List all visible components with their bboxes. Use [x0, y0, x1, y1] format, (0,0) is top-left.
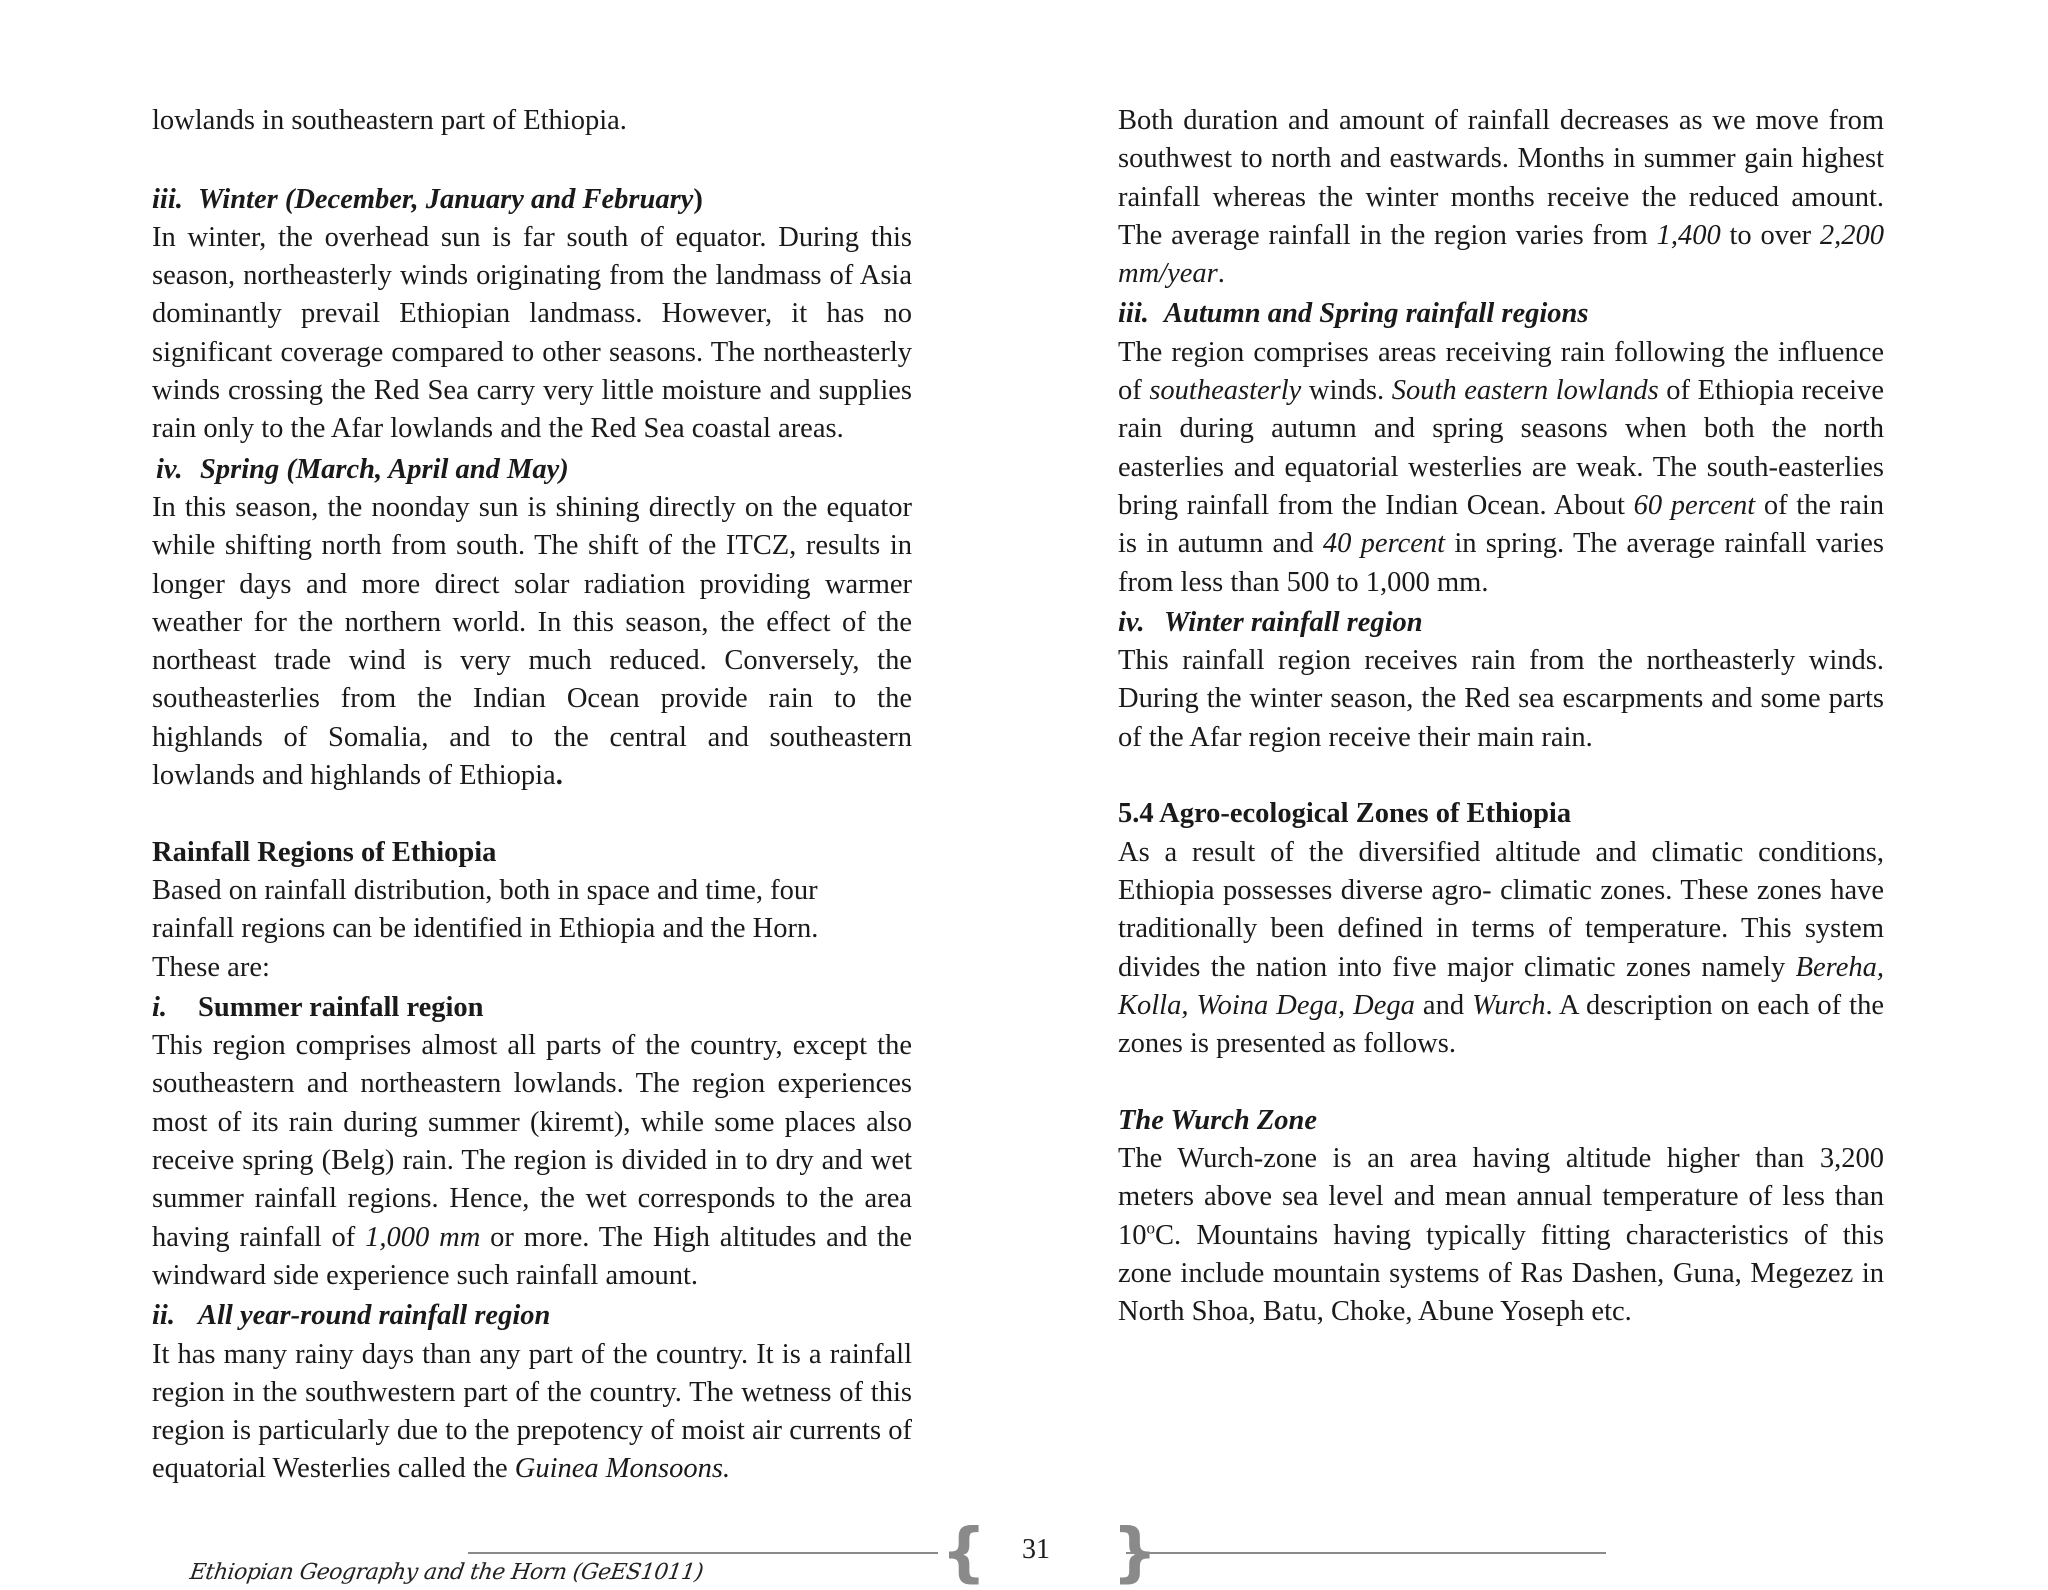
- spring-paragraph: [152, 489, 912, 795]
- left-column: [152, 102, 912, 1489]
- winter-title-close: ): [693, 183, 703, 215]
- wurch-degree-sup: o: [1146, 1218, 1156, 1238]
- footer-rule-left: [468, 1552, 938, 1554]
- yearround-subheading-number: ii.: [152, 1300, 175, 1332]
- footer-right-brace: }: [1112, 1516, 1158, 1590]
- wurch-text-b: C. Mountains having typically fitting characteristics of this zone include mountain systems of Ras Dashen, Guna, Megezez in North Shoa, Batu, Choke, Abune Yoseph etc.: [1118, 1219, 1884, 1328]
- yearround-text-em: Guinea Monsoons.: [514, 1453, 731, 1485]
- autumn-subheading-number: iii.: [1118, 298, 1149, 330]
- autumn-text-em3: 60 percent: [1633, 489, 1756, 521]
- rainfall-intro-line-1: Based on rainfall distribution, both in space and time, four: [152, 874, 818, 906]
- yearround-subheading-title: All year-round rainfall region: [198, 1300, 551, 1332]
- yearround-continuation-paragraph: [1118, 102, 1884, 293]
- autumn-text-c: of Ethiopia receive rain during autumn and spring seasons when both the north easterlies and equatorial westerlies are weak. The south-easterlies bring rainfall from the Indian Ocean. About: [1118, 375, 1885, 521]
- autumn-text-a: The region comprises areas receiving rain following the influence of: [1118, 336, 1884, 407]
- wurch-zone-paragraph: [1118, 1140, 1884, 1331]
- winter-region-subheading: [1118, 604, 1884, 642]
- summer-subheading: [152, 989, 912, 1027]
- autumn-text-em2: South eastern lowlands: [1391, 375, 1659, 407]
- agro-text-b: and: [1414, 989, 1473, 1021]
- winter-paragraph: In winter, the overhead sun is far south of equator. During this season, northeasterly winds originating from the landmass of Asia dominantly prevail Ethiopian landmass. However, it has no significant coverage compared to other seasons. The northeasterly winds crossing the Red Sea carry very little moisture and supplies rain only to the Afar lowlands and the Red Sea coastal areas.: [152, 221, 912, 445]
- cont-text-em2: 2,200 mm/year: [1118, 219, 1884, 290]
- yearround-paragraph: [152, 1336, 912, 1489]
- paragraph-continuation: lowlands in southeastern part of Ethiopia.: [152, 105, 627, 136]
- autumn-subheading: [1118, 295, 1884, 333]
- winter-region-subheading-number: iv.: [1118, 606, 1145, 638]
- agro-text-c: . A description on each of the zones is presented as follows.: [1118, 989, 1884, 1060]
- autumn-subheading-title: Autumn and Spring rainfall regions: [1164, 298, 1589, 330]
- winter-subheading: [152, 181, 912, 219]
- spring-subheading-number: iv.: [156, 453, 183, 485]
- winter-subheading-title: [198, 181, 703, 219]
- wurch-text-a: The Wurch-zone is an area having altitude higher than 3,200 meters above sea level and mean annual temperature of less than 10: [1118, 1143, 1884, 1251]
- summer-text-em: 1,000 mm: [365, 1221, 481, 1253]
- agro-text-a: As a result of the diversified altitude and climatic conditions, Ethiopia possesses diverse agro- climatic zones. These zones have traditionally been defined in terms of temperature. This system divides the nation into five major climatic zones namely: [1118, 836, 1884, 983]
- yearround-text-a: It has many rainy days than any part of the country. It is a rainfall region in the southwestern part of the country. The wetness of this region is particularly due to the prepotency of moist air currents of equatorial Westerlies called the: [152, 1338, 912, 1485]
- page-number: 31: [1022, 1534, 1050, 1565]
- summer-text-b: or more. The High altitudes and the windward side experience such rainfall amount.: [152, 1221, 912, 1291]
- autumn-text-e: in spring. The average rainfall varies from less than 500 to 1,000 mm.: [1118, 528, 1884, 598]
- autumn-text-em4: 40 percent: [1322, 528, 1446, 560]
- autumn-text-b: winds.: [1301, 375, 1392, 407]
- summer-paragraph: [152, 1027, 912, 1295]
- rainfall-intro-line-2: rainfall regions can be identified in Ethiopia and the Horn.: [152, 913, 819, 945]
- cont-text-a: Both duration and amount of rainfall decreases as we move from southwest to north and eastwards. Months in summer gain highest rainfall whereas the winter months receive the reduced amount. The average rainfall in the region varies from: [1118, 105, 1884, 251]
- autumn-text-d: of the rain is in autumn and: [1118, 489, 1884, 560]
- agro-ecological-paragraph: [1118, 834, 1884, 1064]
- summer-subheading-title: Summer rainfall region: [198, 991, 484, 1023]
- spring-subheading-title: Spring (March, April and May): [200, 453, 569, 485]
- right-column: [1118, 102, 1884, 1332]
- agro-text-em1: Bereha, Kolla, Woina Dega, Dega: [1118, 951, 1884, 1021]
- spring-paragraph-end: .: [555, 760, 563, 792]
- agro-text-em2: Wurch: [1472, 989, 1546, 1021]
- footer-book-title: Ethiopian Geography and the Horn (GeES1011): [188, 1560, 705, 1585]
- cont-text-b: to over: [1720, 219, 1820, 251]
- spring-paragraph-text: In this season, the noonday sun is shining directly on the equator while shifting north from south. The shift of the ITCZ, results in longer days and more direct solar radiation providing warmer weather for the northern world. In this season, the effect of the northeast trade wind is very much reduced. Conversely, the southeasterlies from the Indian Ocean provide rain to the highlands of Somalia, and to the central and southeastern lowlands and highlands of Ethiopia: [152, 491, 912, 792]
- wurch-zone-heading: The Wurch Zone: [1118, 1104, 1318, 1136]
- winter-region-paragraph: This rainfall region receives rain from the northeasterly winds. During the winter season, the Red sea escarpments and some parts of the Afar region receive their main rain.: [1118, 645, 1884, 753]
- summer-text-a: This region comprises almost all parts of the country, except the southeastern and northeastern lowlands. The region experiences most of its rain during summer (kiremt), while some places also receive spring (Belg) rain. The region is divided in to dry and wet summer rainfall regions. Hence, the wet corresponds to the area having rainfall of: [152, 1030, 912, 1253]
- autumn-text-em1: southeasterly: [1149, 375, 1302, 407]
- autumn-paragraph: [1118, 334, 1884, 602]
- yearround-subheading: [152, 1297, 912, 1335]
- cont-text-em1: 1,400: [1656, 219, 1721, 251]
- winter-title-text: Winter (December, January and February: [198, 183, 694, 215]
- rainfall-intro-line-3: These are:: [152, 951, 270, 983]
- footer-rule-right: [1126, 1552, 1606, 1554]
- winter-region-subheading-title: Winter rainfall region: [1164, 606, 1423, 638]
- agro-ecological-heading: 5.4 Agro-ecological Zones of Ethiopia: [1118, 798, 1572, 830]
- rainfall-regions-heading: Rainfall Regions of Ethiopia: [152, 836, 497, 868]
- cont-text-c: .: [1217, 258, 1225, 290]
- winter-subheading-number: iii.: [152, 183, 183, 215]
- summer-subheading-number: i.: [152, 991, 168, 1023]
- footer-left-brace: {: [941, 1516, 987, 1590]
- spring-subheading: [152, 451, 912, 489]
